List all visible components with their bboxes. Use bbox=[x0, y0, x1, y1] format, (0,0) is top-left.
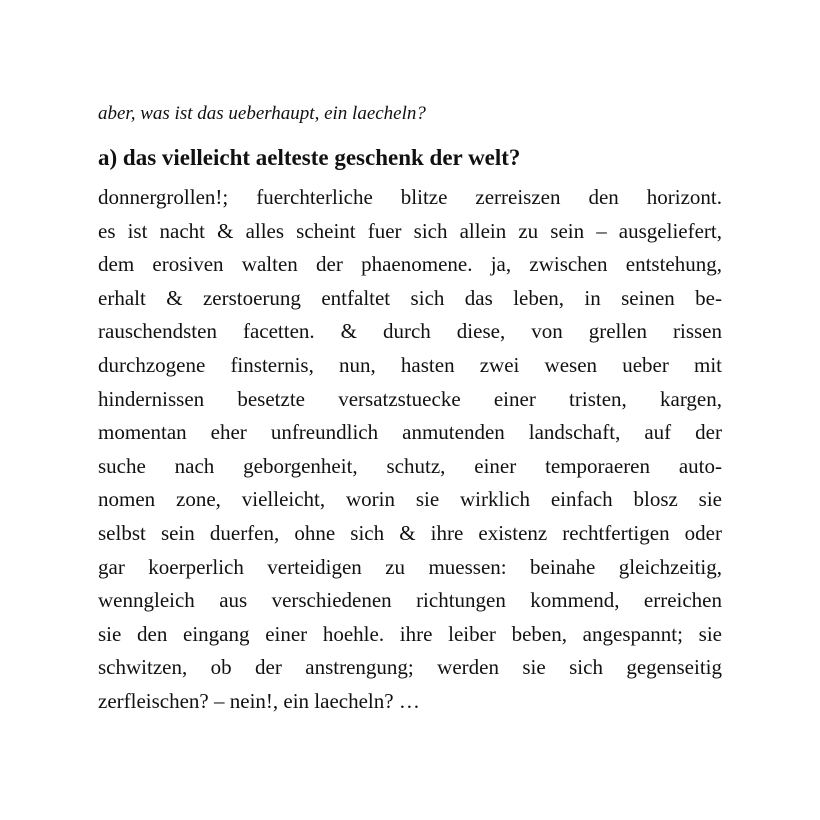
text-line: donnergrollen!; fuerchterliche blitze zerreiszen den horizont. bbox=[98, 185, 722, 209]
text-line: suche nach geborgenheit, schutz, einer temporaeren auto- bbox=[98, 453, 722, 478]
text-line: durchzogene finsternis, nun, hasten zwei wesen ueber mit bbox=[98, 352, 722, 377]
text-line: sie den eingang einer hoehle. ihre leiber beben, angespannt; sie bbox=[98, 621, 722, 646]
text-line: schwitzen, ob der anstrengung; werden sie sich gegenseitig bbox=[98, 655, 722, 680]
text-line: hindernissen besetzte versatzstuecke einer tristen, kargen, bbox=[98, 386, 722, 411]
text-line: wenngleich aus verschiedenen richtungen kommend, erreichen bbox=[98, 588, 722, 613]
text-line: dem erosiven walten der phaenomene. ja, zwischen entstehung, bbox=[98, 252, 722, 277]
text-line: gar koerperlich verteidigen zu muessen: beinahe gleichzeitig, bbox=[98, 554, 722, 579]
text-line: rauschendsten facetten. & durch diese, von grellen rissen bbox=[98, 319, 722, 344]
intro-question: aber, was ist das ueberhaupt, ein laecheln? bbox=[98, 103, 426, 124]
body-paragraph bbox=[98, 181, 722, 719]
document-page bbox=[98, 102, 722, 719]
text-line: nomen zone, vielleicht, worin sie wirklich einfach blosz sie bbox=[98, 487, 722, 512]
text-line: selbst sein duerfen, ohne sich & ihre existenz rechtfertigen oder bbox=[98, 520, 722, 545]
text-line: erhalt & zerstoerung entfaltet sich das leben, in seinen be- bbox=[98, 285, 722, 310]
section-heading: a) das vielleicht aelteste geschenk der welt? bbox=[98, 145, 521, 170]
text-line: momentan eher unfreundlich anmutenden landschaft, auf der bbox=[98, 420, 722, 445]
text-line: es ist nacht & alles scheint fuer sich allein zu sein – ausgeliefert, bbox=[98, 218, 722, 243]
text-line-last: zerfleischen? – nein!, ein laecheln? … bbox=[98, 688, 420, 713]
